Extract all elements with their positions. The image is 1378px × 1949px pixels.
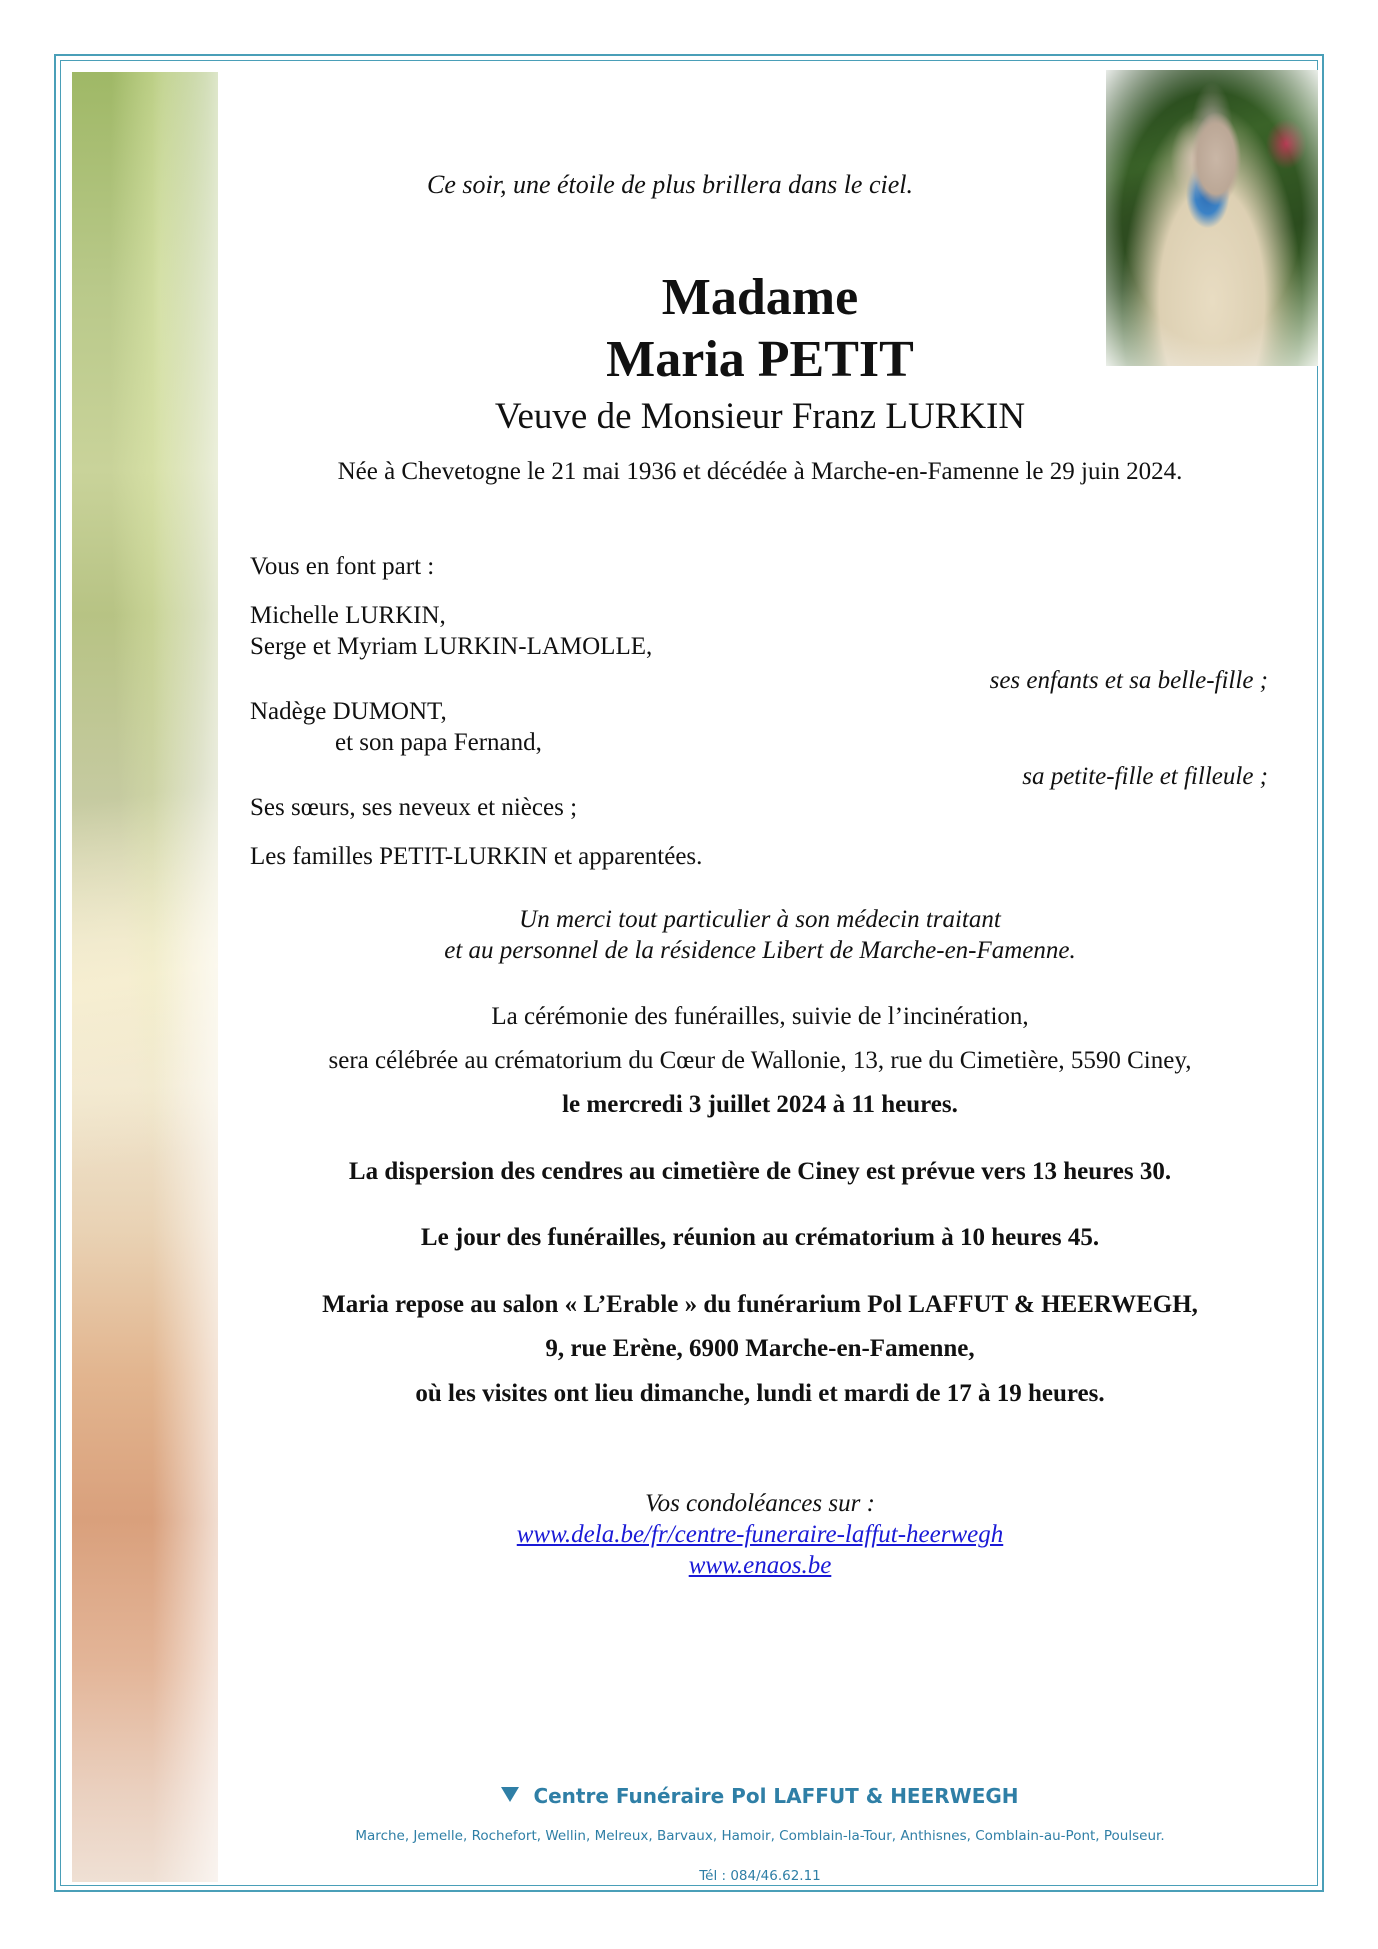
ceremony-date: le mercredi 3 juillet 2024 à 11 heures. xyxy=(562,1091,958,1118)
title-name: Maria PETIT xyxy=(606,331,914,388)
grandchild-role: sa petite-fille et filleule ; xyxy=(1022,763,1268,790)
birth-death: Née à Chevetogne le 21 mai 1936 et décédée à Marche-en-Famenne le 29 juin 2024. xyxy=(337,458,1183,485)
grandchild-father: et son papa Fernand, xyxy=(335,729,542,756)
widow-of: Veuve de Monsieur Franz LURKIN xyxy=(494,396,1026,437)
ceremony-line: sera célébrée au crématorium du Cœur de Wallonie, 13, rue du Cimetière, 5590 Ciney, xyxy=(328,1047,1192,1074)
families: Les familles PETIT-LURKIN et apparentées. xyxy=(250,843,703,870)
children-role: ses enfants et sa belle-fille ; xyxy=(989,667,1268,694)
thanks-line: Un merci tout particulier à son médecin traitant xyxy=(519,906,1001,933)
enaos-link[interactable]: www.enaos.be xyxy=(688,1552,832,1579)
footer-company xyxy=(260,1784,1260,1808)
epigraph: Ce soir, une étoile de plus brillera dans le ciel. xyxy=(427,170,913,199)
dispersion: La dispersion des cendres au cimetière de Ciney est prévue vers 13 heures 30. xyxy=(348,1158,1172,1185)
child-name: Michelle LURKIN, xyxy=(250,602,446,629)
ceremony-line: La cérémonie des funérailles, suivie de l’incinération, xyxy=(491,1003,1029,1030)
dela-link[interactable]: www.dela.be/fr/centre-funeraire-laffut-heerwegh xyxy=(516,1521,1004,1548)
grandchild-name: Nadège DUMONT, xyxy=(250,698,447,725)
repose-line: où les visites ont lieu dimanche, lundi et mardi de 17 à 19 heures. xyxy=(415,1380,1105,1407)
forest-path-image xyxy=(72,72,218,1882)
footer-locations: Marche, Jemelle, Rochefort, Wellin, Melreux, Barvaux, Hamoir, Comblain-la-Tour, Anthisnes, Comblain-au-Pont, Poulseur. xyxy=(355,1828,1165,1844)
condolences-label: Vos condoléances sur : xyxy=(645,1490,875,1517)
condolences-link-enaos[interactable] xyxy=(260,1552,1260,1580)
footer-phone: Tél : 084/46.62.11 xyxy=(699,1868,821,1884)
title-honorific: Madame xyxy=(661,269,859,326)
condolences-link-dela[interactable] xyxy=(260,1521,1260,1549)
footer-company-name: Centre Funéraire Pol LAFFUT & HEERWEGH xyxy=(533,1784,1019,1808)
repose-line: 9, rue Erène, 6900 Marche-en-Famenne, xyxy=(545,1335,975,1362)
announcers-intro: Vous en font part : xyxy=(250,553,435,580)
meeting: Le jour des funérailles, réunion au crématorium à 10 heures 45. xyxy=(420,1224,1100,1251)
thanks-line: et au personnel de la résidence Libert de Marche-en-Famenne. xyxy=(444,937,1076,964)
repose-line: Maria repose au salon « L’Erable » du funérarium Pol LAFFUT & HEERWEGH, xyxy=(322,1291,1198,1318)
child-name: Serge et Myriam LURKIN-LAMOLLE, xyxy=(250,633,653,660)
triangle-down-icon xyxy=(501,1787,519,1802)
siblings: Ses sœurs, ses neveux et nièces ; xyxy=(250,794,578,821)
